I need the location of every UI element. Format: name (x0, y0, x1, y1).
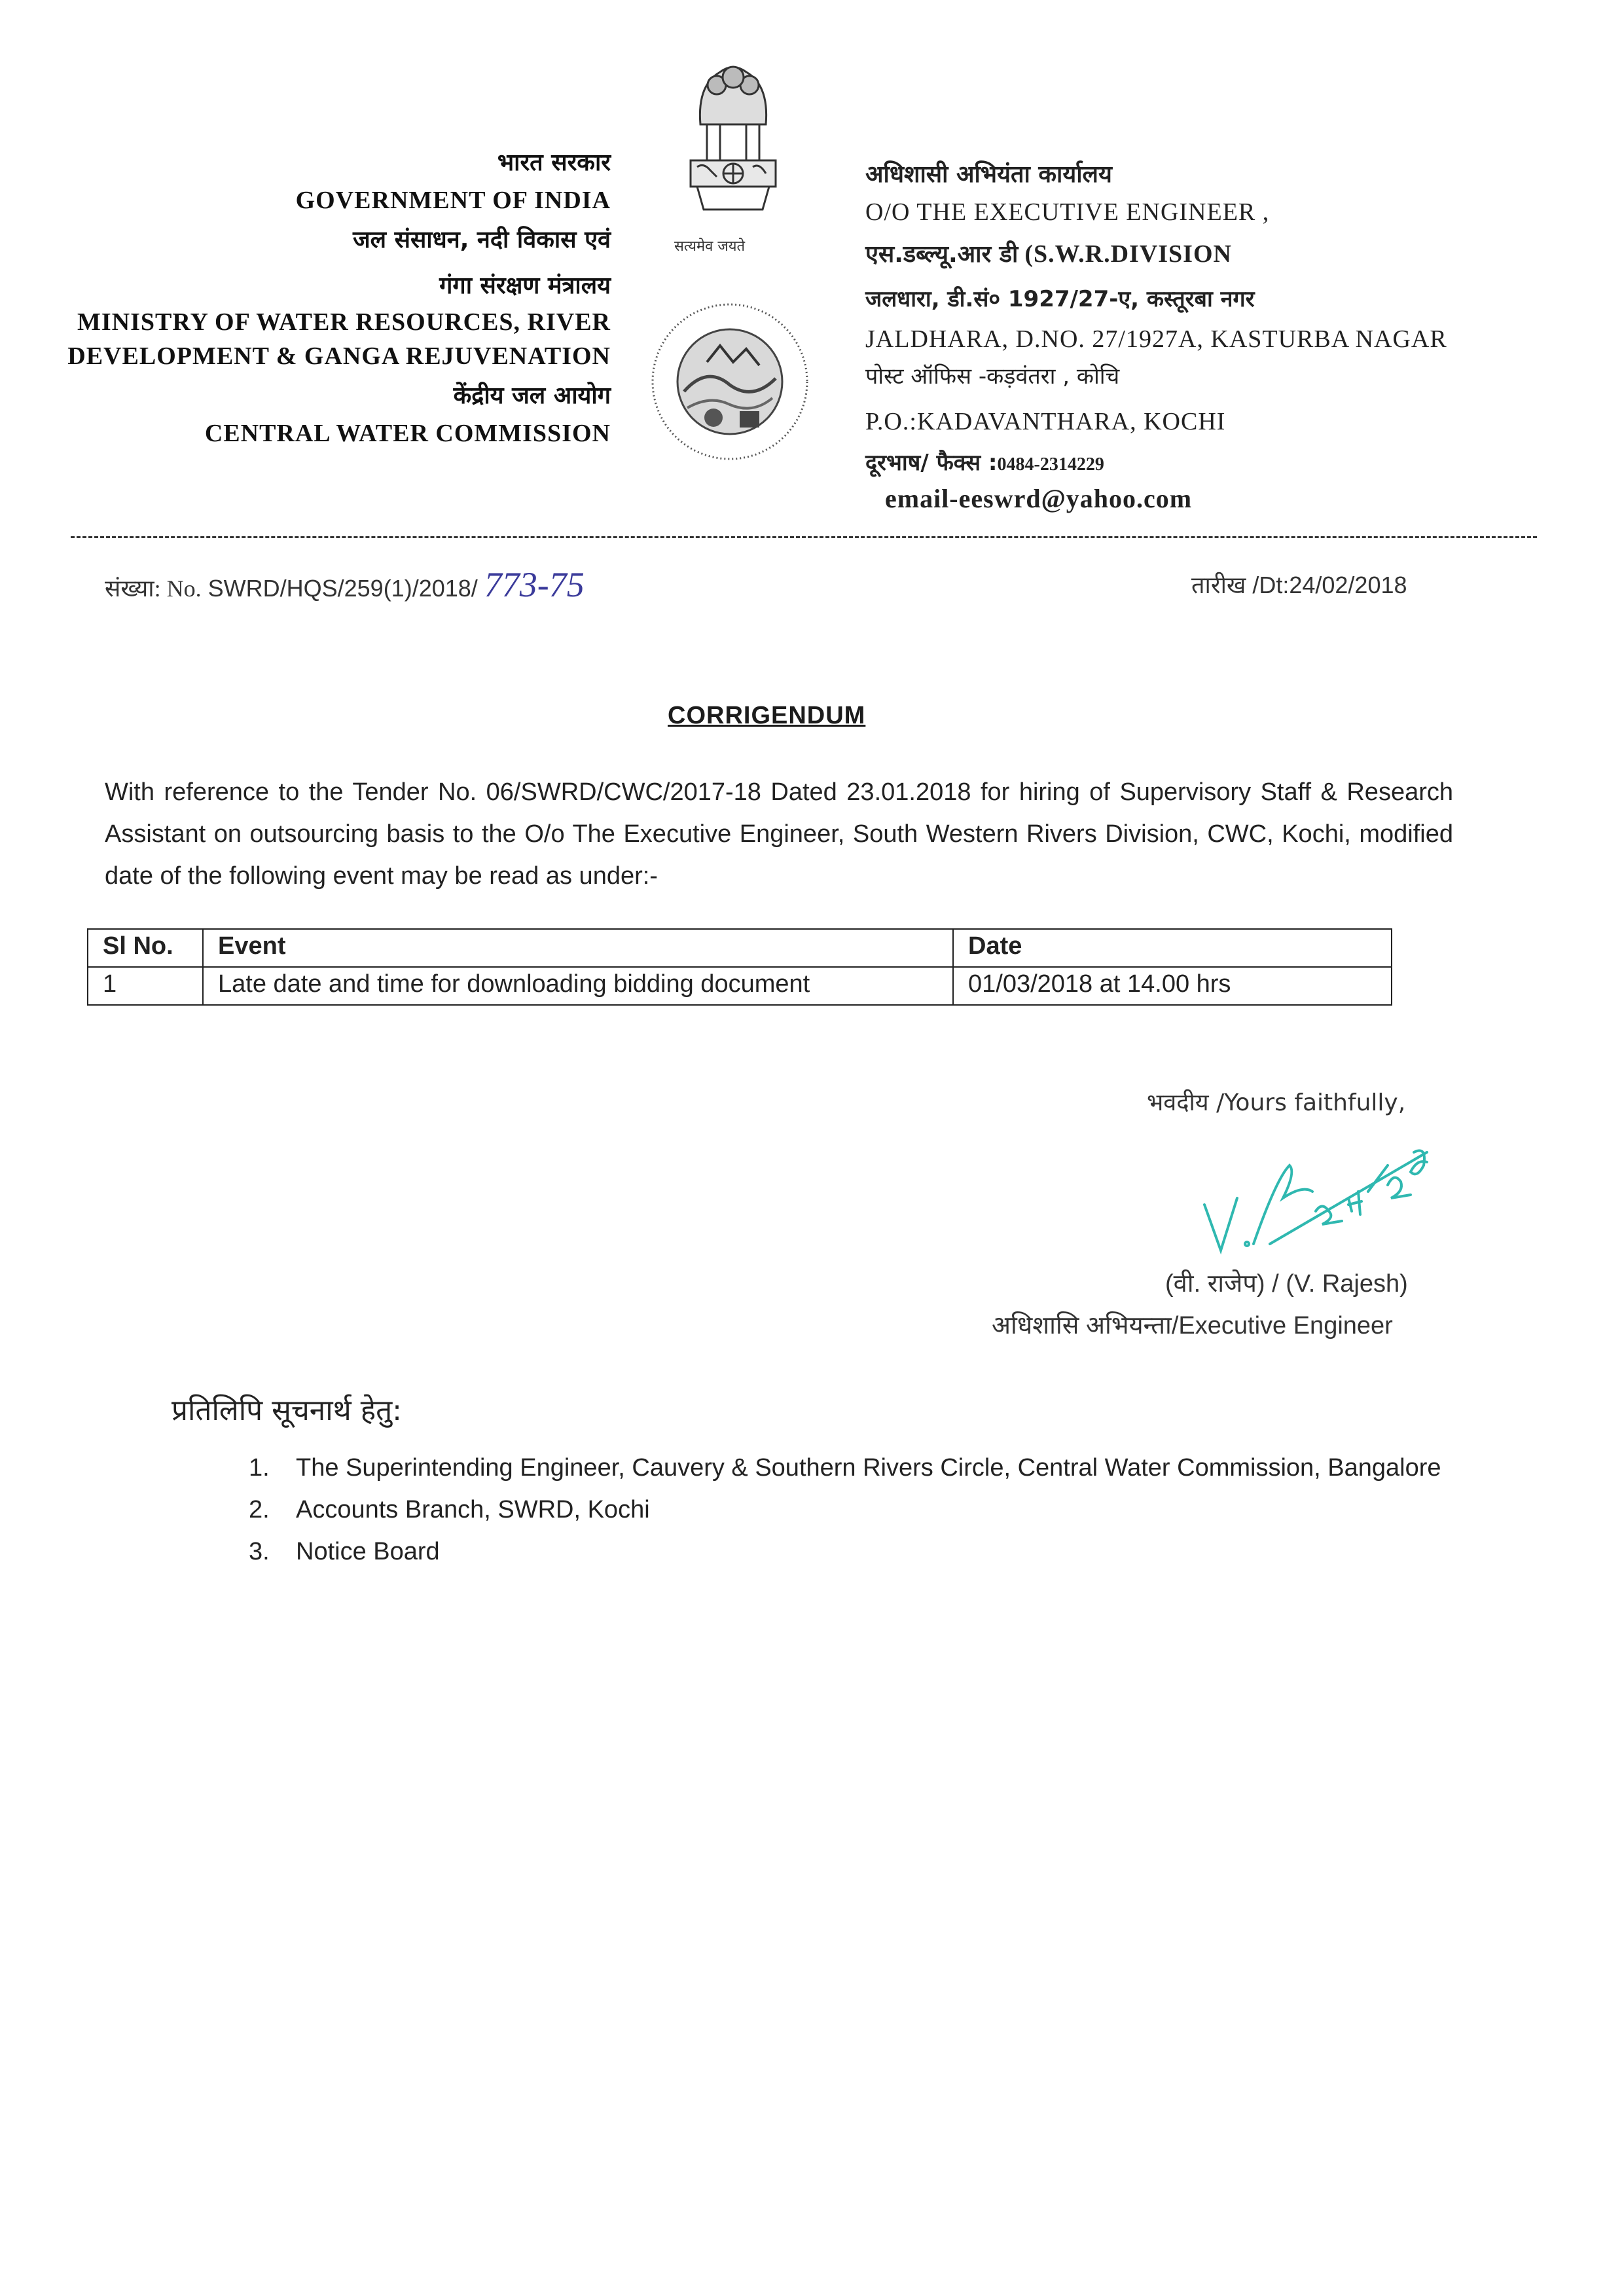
national-emblem (661, 46, 805, 262)
reference-number (105, 564, 585, 605)
post-office-hindi: पोस्ट ऑफिस -कड़वंतरा , कोचि (865, 363, 1120, 390)
copy-heading: प्रतिलिपि सूचनार्थ हेतु: (171, 1394, 402, 1427)
signatory-name: (वी. राजेप) / (V. Rajesh) (1165, 1270, 1408, 1298)
handwritten-number: 773-75 (484, 565, 585, 604)
office-hindi: अधिशासी अभियंता कार्यालय (865, 161, 1112, 188)
govt-title: GOVERNMENT OF INDIA (295, 187, 611, 214)
list-number: 3. (249, 1538, 270, 1565)
cwc-seal-icon (648, 300, 812, 464)
list-item (249, 1531, 1474, 1573)
list-number: 2. (249, 1496, 270, 1523)
reference-label: संख्या: No. (105, 575, 202, 602)
reference-date: तारीख /Dt:24/02/2018 (1191, 572, 1407, 598)
cell-event: Late date and time for downloading bidding document (203, 967, 953, 1005)
signature-image (1191, 1126, 1453, 1264)
office-title: O/O THE EXECUTIVE ENGINEER , (865, 198, 1270, 226)
body-paragraph: With reference to the Tender No. 06/SWRD/CWC/2017-18 Dated 23.01.2018 for hiring of Supervisory Staff & Research Assistant on outsourcing basis to the O/o The Executive Engineer, South Western Rivers Division, CWC, Kochi, modified date of the following event may be read as under:- (105, 778, 1453, 890)
division-name: (S.W.R.DIVISION (1024, 240, 1232, 268)
ministry-hindi-line2: गंगा संरक्षण मंत्रालय (439, 272, 611, 299)
events-table (87, 928, 1392, 1006)
cell-date: 01/03/2018 at 14.00 hrs (953, 967, 1392, 1005)
cwc-logo (648, 300, 812, 464)
ministry-line2: DEVELOPMENT & GANGA REJUVENATION (67, 342, 611, 370)
list-text: Notice Board (296, 1538, 440, 1565)
signatory-designation: अधिशासि अभियन्ता/Executive Engineer (992, 1312, 1393, 1339)
address-hindi: जलधारा, डी.सं० 1927/27-ए, कस्तूरबा नगर (865, 286, 1255, 312)
division-hindi: एस.डब्ल्यू.आर डी (865, 241, 1019, 268)
ministry-hindi-line1: जल संसाधन, नदी विकास एवं (352, 227, 611, 253)
list-text: Accounts Branch, SWRD, Kochi (296, 1496, 650, 1523)
header-cell-date: Date (953, 929, 1392, 967)
phone-line (865, 446, 1104, 477)
header-cell-sl: Sl No. (88, 929, 203, 967)
header-cell-event: Event (203, 929, 953, 967)
phone-label: दूरभाष/ फैक्स : (865, 450, 998, 476)
list-text: The Superintending Engineer, Cauvery & Southern Rivers Circle, Central Water Commission, Bangalore (296, 1454, 1441, 1482)
cell-sl: 1 (88, 967, 203, 1005)
closing: भवदीय /Yours faithfully, (1147, 1089, 1406, 1116)
address: JALDHARA, D.NO. 27/1927A, KASTURBA NAGAR (865, 325, 1447, 353)
phone-number: 0484-2314229 (997, 454, 1104, 475)
list-item (249, 1489, 1474, 1531)
list-item (249, 1447, 1474, 1489)
division-line (865, 237, 1232, 269)
ashoka-emblem-icon (661, 46, 805, 262)
list-number: 1. (249, 1454, 270, 1482)
reference-code: SWRD/HQS/259(1)/2018/ (208, 575, 478, 602)
table-row (88, 967, 1392, 1005)
ministry-line1: MINISTRY OF WATER RESOURCES, RIVER (77, 308, 611, 336)
table-header-row (88, 929, 1392, 967)
email: email-eeswrd@yahoo.com (885, 484, 1193, 513)
post-office: P.O.:KADAVANTHARA, KOCHI (865, 408, 1226, 435)
copy-list (249, 1447, 1474, 1573)
handwritten-signature-icon (1191, 1126, 1453, 1264)
emblem-motto: सत्यमेव जयते (674, 238, 746, 255)
govt-hindi: भारत सरकार (497, 149, 611, 176)
cwc-title: CENTRAL WATER COMMISSION (204, 420, 611, 447)
page-title: CORRIGENDUM (668, 702, 866, 729)
cwc-hindi: केंद्रीय जल आयोग (453, 382, 611, 409)
header-divider (71, 536, 1537, 538)
